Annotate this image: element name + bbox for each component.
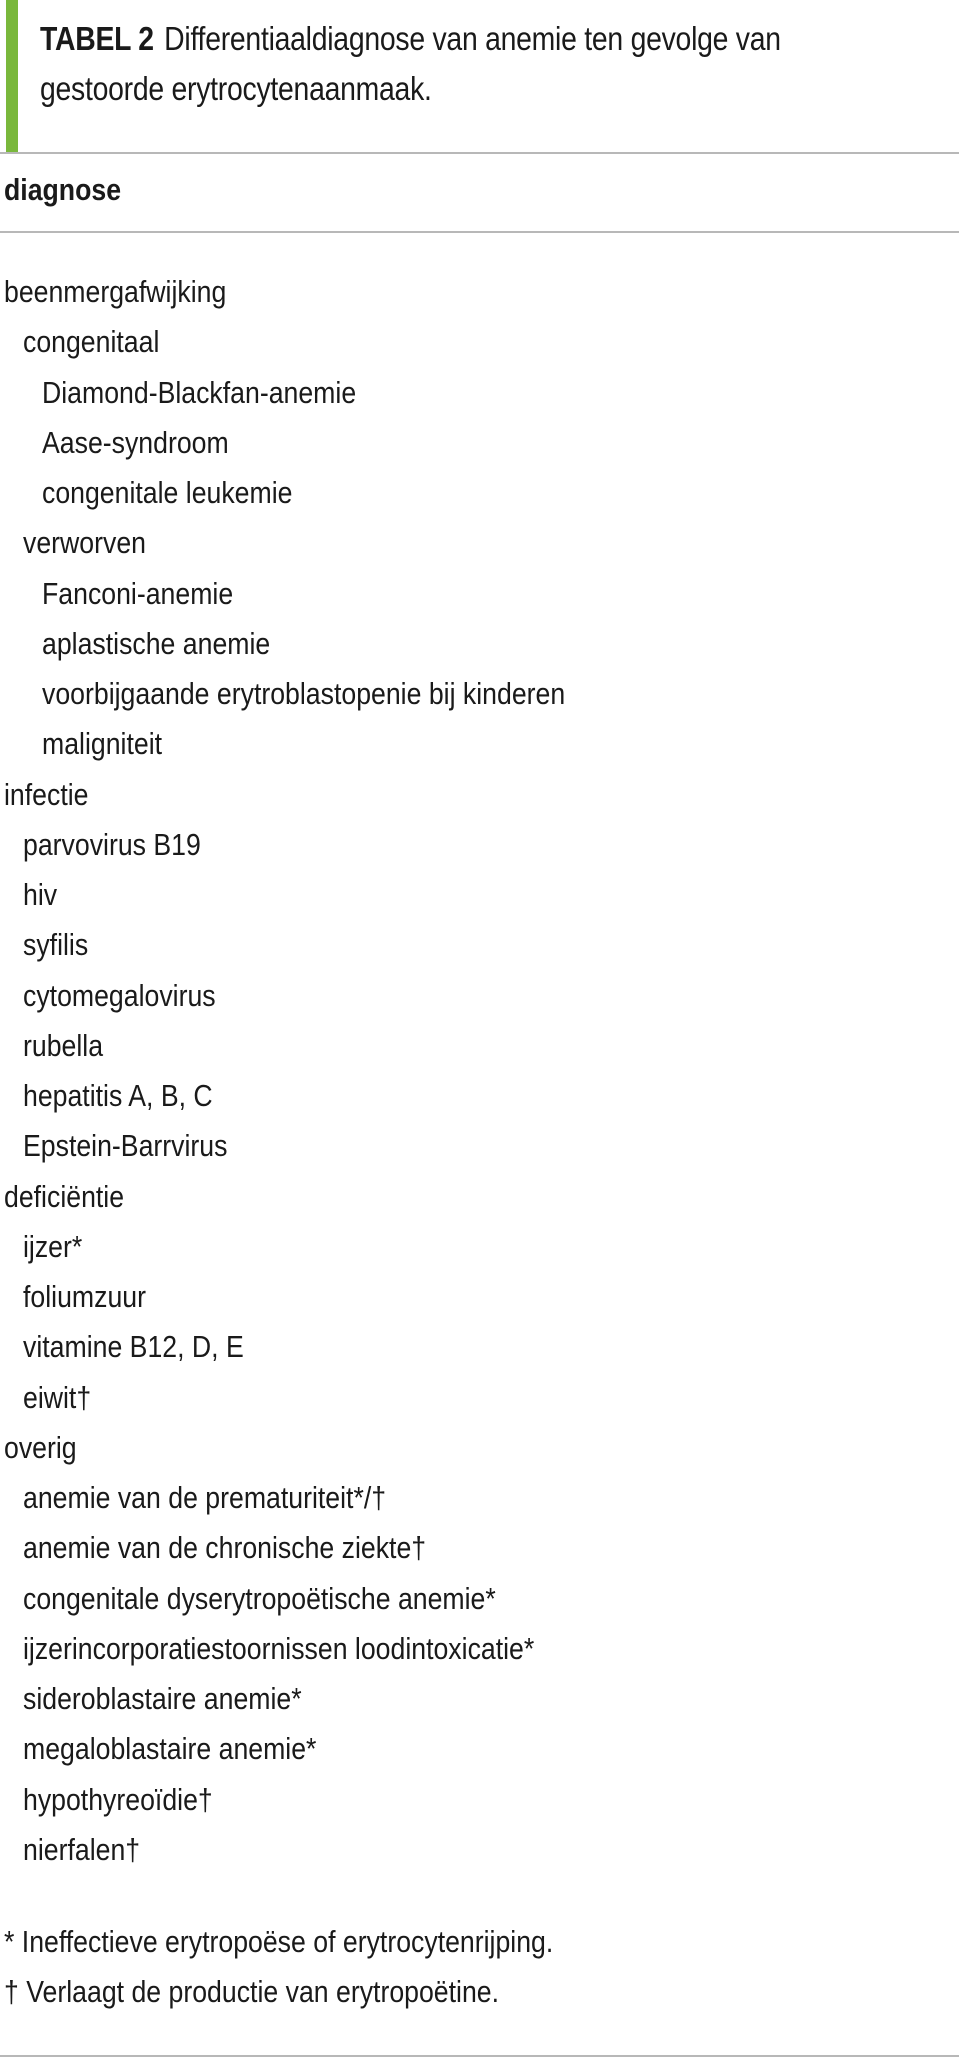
row-text: ijzer* bbox=[23, 1228, 83, 1264]
table-row bbox=[0, 971, 959, 1021]
row-text: foliumzuur bbox=[23, 1279, 146, 1314]
table-title bbox=[40, 14, 797, 114]
table-row bbox=[0, 870, 959, 920]
table-row bbox=[0, 1071, 959, 1121]
table-row bbox=[0, 1373, 959, 1423]
row-text: Aase-syndroom bbox=[42, 424, 229, 460]
table-row bbox=[0, 1322, 959, 1372]
footnote-asterisk: * Ineffectieve erytropoëse of erytrocytenrijping. bbox=[4, 1924, 554, 1959]
row-text: vitamine B12, D, E bbox=[23, 1329, 244, 1365]
row-text: aplastische anemie bbox=[42, 625, 271, 661]
table-row bbox=[0, 1624, 959, 1674]
row-text: megaloblastaire anemie* bbox=[23, 1731, 317, 1767]
table-row bbox=[0, 1272, 959, 1322]
row-text: hiv bbox=[23, 877, 58, 912]
row-text: hepatitis A, B, C bbox=[23, 1078, 213, 1113]
table-row bbox=[0, 317, 959, 367]
table-row bbox=[0, 719, 959, 769]
table-row bbox=[0, 1473, 959, 1523]
row-text: congenitale leukemie bbox=[42, 475, 293, 510]
row-text: syfilis bbox=[23, 927, 89, 963]
row-text: Fanconi-anemie bbox=[42, 575, 234, 611]
diagnosis-list bbox=[0, 267, 959, 1875]
divider-bottom bbox=[0, 2055, 959, 2057]
row-text: hypothyreoïdie† bbox=[23, 1781, 213, 1817]
table-row bbox=[0, 368, 959, 418]
row-text: voorbijgaande erytroblastopenie bij kinderen bbox=[42, 676, 566, 711]
footnotes bbox=[4, 1917, 944, 2017]
row-text: parvovirus B19 bbox=[23, 826, 201, 862]
accent-bar bbox=[6, 0, 18, 152]
table-title-line1: Differentiaaldiagnose van anemie ten gevolge van bbox=[164, 20, 781, 57]
table-row bbox=[0, 820, 959, 870]
row-text: cytomegalovirus bbox=[23, 977, 216, 1013]
row-text: anemie van de chronische ziekte† bbox=[23, 1530, 427, 1566]
table-row bbox=[0, 518, 959, 568]
table-row bbox=[0, 770, 959, 820]
row-text: maligniteit bbox=[42, 726, 163, 762]
row-text: sideroblastaire anemie* bbox=[23, 1681, 302, 1716]
table-row bbox=[0, 669, 959, 719]
table-row bbox=[0, 1825, 959, 1875]
row-text: congenitaal bbox=[23, 324, 160, 360]
table-label: TABEL 2 bbox=[40, 20, 154, 57]
divider-top bbox=[0, 152, 959, 154]
table-row bbox=[0, 619, 959, 669]
table-row bbox=[0, 920, 959, 970]
table-row bbox=[0, 1724, 959, 1774]
row-text: beenmergafwijking bbox=[4, 274, 227, 309]
table-row bbox=[0, 418, 959, 468]
row-text: anemie van de prematuriteit*/† bbox=[23, 1480, 387, 1515]
row-text: rubella bbox=[23, 1027, 104, 1063]
table-row bbox=[0, 1674, 959, 1724]
divider-header bbox=[0, 231, 959, 233]
row-text: congenitale dyserytropoëtische anemie* bbox=[23, 1580, 496, 1616]
row-text: Epstein-Barrvirus bbox=[23, 1128, 228, 1164]
row-text: eiwit† bbox=[23, 1379, 92, 1415]
column-header-diagnose: diagnose bbox=[4, 172, 122, 207]
row-text: nierfalen† bbox=[23, 1831, 141, 1867]
table-row bbox=[0, 1574, 959, 1624]
table-title-line2: gestoorde erytrocytenaanmaak. bbox=[40, 70, 432, 107]
table-row bbox=[0, 267, 959, 317]
table-title-block bbox=[0, 0, 959, 152]
row-text: Diamond-Blackfan-anemie bbox=[42, 374, 357, 410]
table-row bbox=[0, 1172, 959, 1222]
table-row bbox=[0, 1121, 959, 1171]
row-text: verworven bbox=[23, 525, 146, 561]
row-text: infectie bbox=[4, 776, 89, 812]
table-row bbox=[0, 1423, 959, 1473]
table-row bbox=[0, 468, 959, 518]
table-row bbox=[0, 1222, 959, 1272]
row-text: deficiëntie bbox=[4, 1178, 125, 1214]
table-row bbox=[0, 1775, 959, 1825]
row-text: ijzerincorporatiestoornissen loodintoxicatie* bbox=[23, 1630, 535, 1666]
table-row bbox=[0, 569, 959, 619]
table-row bbox=[0, 1021, 959, 1071]
row-text: overig bbox=[4, 1429, 77, 1465]
footnote-dagger: † Verlaagt de productie van erytropoëtine. bbox=[4, 1974, 500, 2009]
table-row bbox=[0, 1523, 959, 1573]
